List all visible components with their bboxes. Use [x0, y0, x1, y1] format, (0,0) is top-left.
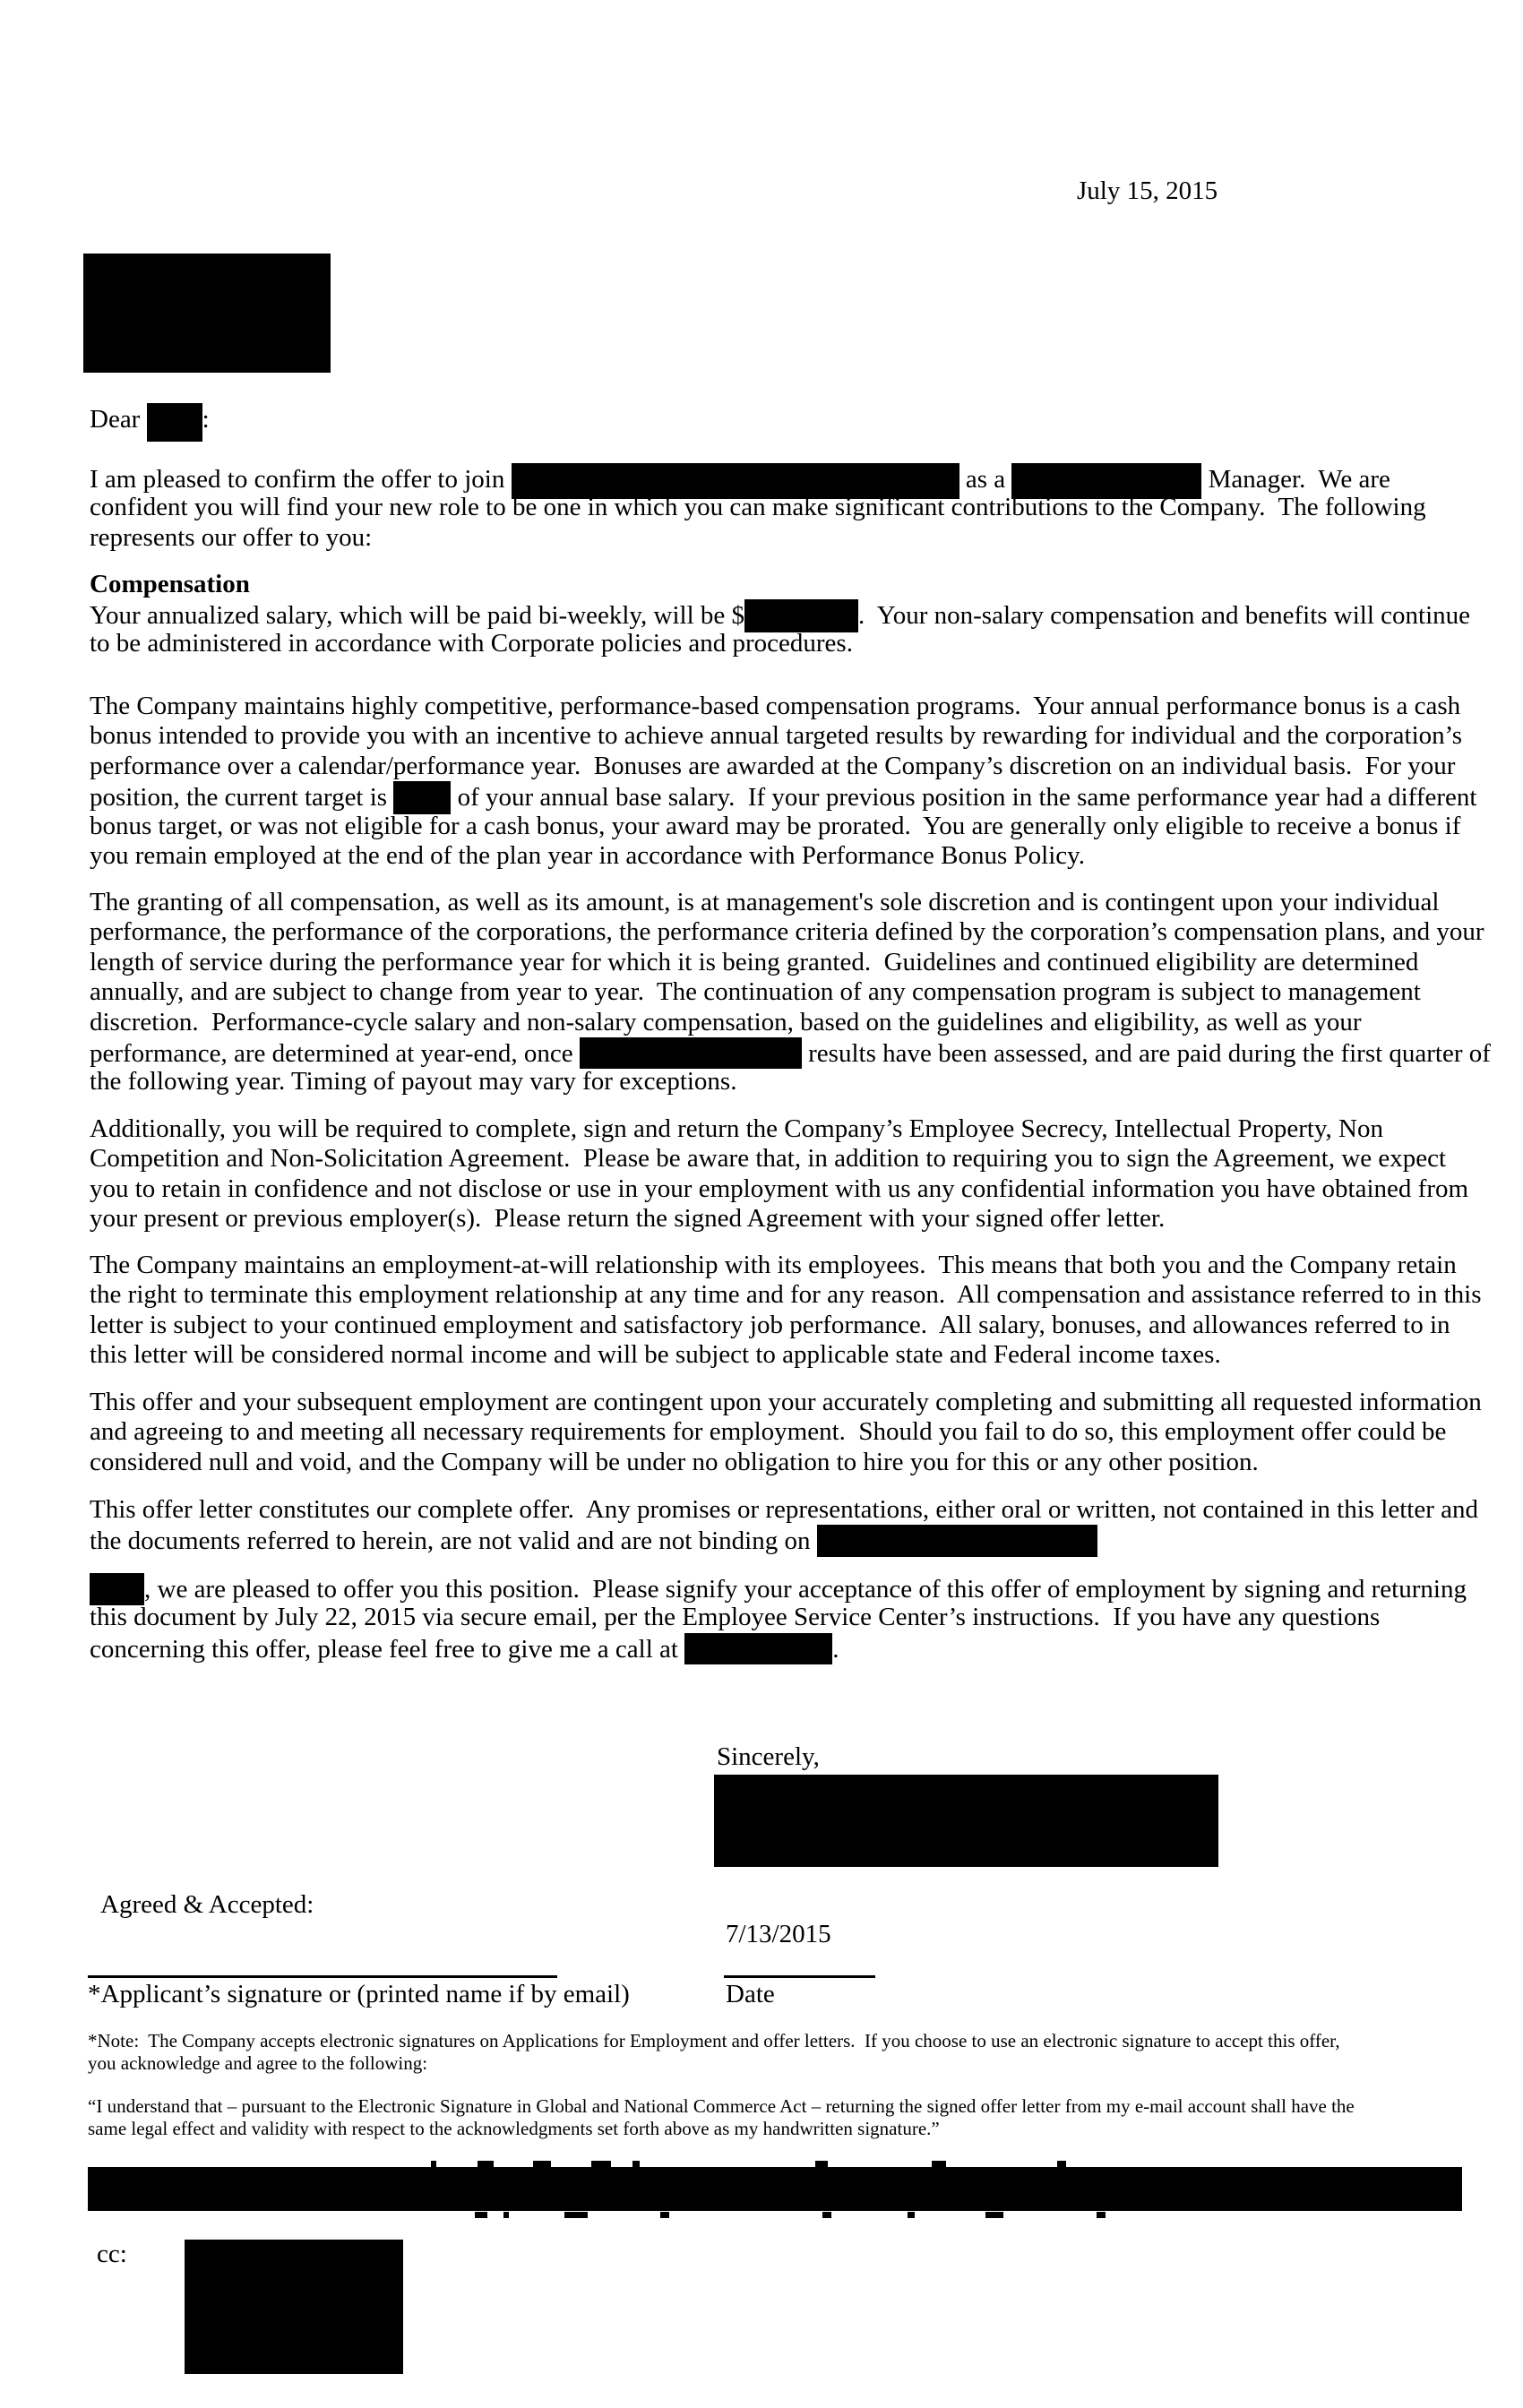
redaction-recipient-address	[83, 254, 331, 373]
redaction-cc-list	[185, 2240, 403, 2374]
redacted-text-fragment	[431, 2161, 436, 2167]
salutation-line: Dear :	[90, 403, 210, 442]
inline-redaction	[90, 1573, 144, 1605]
date-caption: Date	[726, 1980, 775, 2008]
footer-bar-ascender-fragments	[0, 2161, 1523, 2167]
redacted-text-fragment	[1097, 2212, 1106, 2218]
inline-redaction	[393, 781, 451, 814]
inline-redaction	[580, 1037, 802, 1069]
agreed-accepted-label: Agreed & Accepted:	[100, 1890, 314, 1919]
inline-redaction	[817, 1525, 1097, 1557]
redacted-text-fragment	[815, 2161, 828, 2167]
redaction-footer-bar	[88, 2167, 1462, 2211]
redacted-text-fragment	[475, 2212, 487, 2218]
inline-redaction	[684, 1633, 832, 1664]
footer-bar-descender-fragments	[0, 2212, 1523, 2218]
redacted-text-fragment	[533, 2161, 551, 2167]
redacted-text-fragment	[1057, 2161, 1066, 2167]
compensation-heading: Compensation	[90, 570, 250, 598]
paragraph-agreements: Additionally, you will be required to complete, sign and return the Company’s Employee Secrecy, Intellectual Property, Non Competition and Non-Solicitation Agreement. Please be aware that, in addition to requiring you to sign the Agreement, we expect you to retain in confidence and not disclose or use in your employment with us any confidential information you have obtained from your present or previous employer(s). Please return the signed Agreement with your signed offer letter.	[90, 1114, 1469, 1234]
redacted-text-fragment	[908, 2212, 915, 2218]
applicant-signature-caption: *Applicant’s signature or (printed name if by email)	[88, 1980, 630, 2008]
paragraph-intro: I am pleased to confirm the offer to join as a Manager. We are confident you will find your new role to be one in which you can make significant contributions to the Company. The following represents our offer to you:	[90, 465, 1426, 552]
redacted-text-fragment	[591, 2161, 611, 2167]
redacted-text-fragment	[932, 2161, 946, 2167]
inline-redaction	[147, 403, 202, 442]
cc-label: cc:	[97, 2240, 127, 2268]
sincerely-label: Sincerely,	[717, 1742, 820, 1771]
paragraph-compensation-discretion: The granting of all compensation, as well as its amount, is at management's sole discretion and is contingent upon your individual performance, the performance of the corporations, the performance criteria defined by the corporation’s compensation plans, and your length of service during the performance year for which it is being granted. Guidelines and continued eligibility are determined annually, and are subject to change from year to year. The continuation of any compensation program is subject to management discretion. Performance-cycle salary and non-salary compensation, based on the guidelines and eligibility, as well as your performance, are determined at year-end, once results have been assessed, and are paid during the first quarter of the following year. Timing of payout may vary for exceptions.	[90, 888, 1491, 1096]
redacted-text-fragment	[632, 2161, 640, 2167]
applicant-signature-line	[88, 1975, 557, 1978]
paragraph-acceptance: , we are pleased to offer you this position. Please signify your acceptance of this offer of employment by signing and returning this document by July 22, 2015 via secure email, per the Employee Service Center’s instructions. If you have any questions concerning this offer, please feel free to give me a call at .	[90, 1575, 1467, 1664]
redacted-text-fragment	[822, 2212, 831, 2218]
redacted-text-fragment	[478, 2161, 494, 2167]
paragraph-esignature-quote: “I understand that – pursuant to the Electronic Signature in Global and National Commerce Act – returning the signed offer letter from my e-mail account shall have the same legal effect and validity with respect to the acknowledgments set forth above as my handwritten signature.”	[88, 2095, 1355, 2140]
letter-date: July 15, 2015	[1077, 176, 1218, 205]
redacted-text-fragment	[985, 2212, 1003, 2218]
redacted-text-fragment	[503, 2212, 509, 2218]
redaction-sender-signature	[714, 1775, 1218, 1867]
date-line	[724, 1975, 875, 1978]
paragraph-bonus: The Company maintains highly competitive, performance-based compensation programs. Your annual performance bonus is a cash bonus intended to provide you with an incentive to achieve annual targeted results by rewarding for individual and the corporation’s performance over a calendar/performance year. Bonuses are awarded at the Company’s discretion on an individual basis. For your position, the current target is of your annual base salary. If your previous position in the same performance year had a different bonus target, or was not eligible for a cash bonus, your award may be prorated. You are generally only eligible to receive a bonus if you remain employed at the end of the plan year in accordance with Performance Bonus Policy.	[90, 692, 1477, 870]
inline-redaction	[744, 599, 858, 632]
redacted-text-fragment	[660, 2212, 669, 2218]
paragraph-contingency: This offer and your subsequent employment are contingent upon your accurately completing and submitting all requested information and agreeing to and meeting all necessary requirements for employment. Should you fail to do so, this employment offer could be considered null and void, and the Company will be under no obligation to hire you for this or any other position.	[90, 1388, 1482, 1476]
acceptance-date: 7/13/2015	[726, 1920, 831, 1948]
redacted-text-fragment	[564, 2212, 588, 2218]
paragraph-esignature-note: *Note: The Company accepts electronic signatures on Applications for Employment and offer letters. If you choose to use an electronic signature to accept this offer, you acknowledge and agree to the following:	[88, 2030, 1340, 2075]
paragraph-complete-offer: This offer letter constitutes our complete offer. Any promises or representations, either oral or written, not contained in this letter and the documents referred to herein, are not valid and are not binding on	[90, 1495, 1478, 1556]
paragraph-salary: Your annualized salary, which will be paid bi-weekly, will be $ . Your non-salary compensation and benefits will continue to be administered in accordance with Corporate policies and procedures.	[90, 601, 1471, 658]
paragraph-employment-at-will: The Company maintains an employment-at-will relationship with its employees. This means that both you and the Company retain the right to terminate this employment relationship at any time and for any reason. All compensation and assistance referred to in this letter is subject to your continued employment and satisfactory job performance. All salary, bonuses, and allowances referred to in this letter will be considered normal income and will be subject to applicable state and Federal income taxes.	[90, 1251, 1482, 1370]
